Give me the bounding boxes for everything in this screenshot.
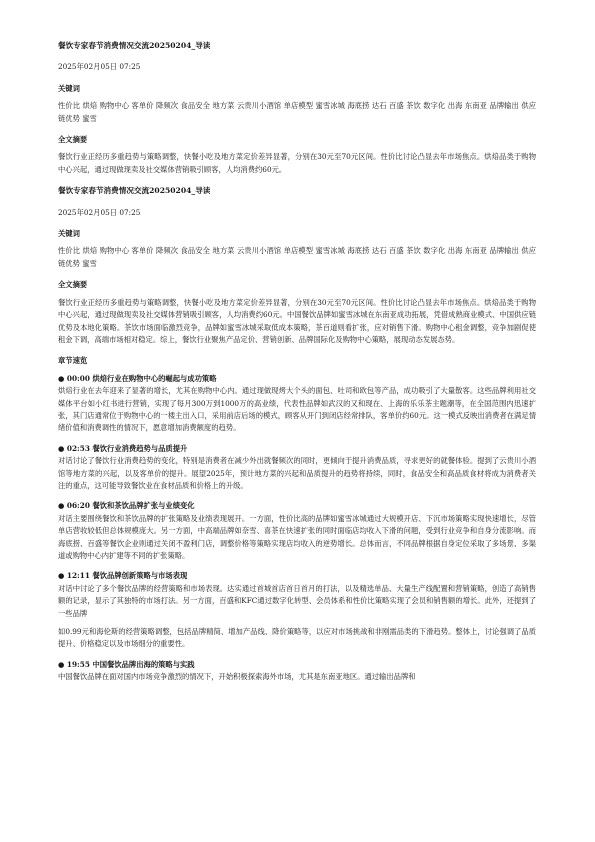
document-title: 餐饮专家春节消费情况交流20250204_导读 — [58, 41, 211, 50]
chapter-body: 中国餐饮品牌在面对国内市场竞争激烈的情况下，开始积极探索海外市场，尤其是东南亚地区。通过输出品牌和 — [58, 672, 416, 682]
keywords-heading: 关键词 — [58, 83, 80, 93]
chapter-item-continued — [58, 626, 536, 651]
chapters-heading: 章节速览 — [58, 356, 88, 366]
document-page — [58, 40, 536, 692]
chapter-title: ● 06:20 餐饮和茶饮品牌扩张与业绩变化 — [58, 501, 195, 511]
chapter-item — [58, 500, 536, 562]
keywords-text: 性价比 烘焙 购物中心 客单价 降频次 食品安全 地方菜 云贵川小酒馆 单店模型 蜜雪冰城 海底捞 达石 百盛 茶饮 数字化 出海 东南亚 品牌输出 供应链优势 蜜雪 — [58, 101, 536, 123]
chapter-item — [58, 570, 536, 620]
chapter-body: 如0.99元和海伦斯的经营策略调整，包括品牌精简、增加产品线、降价策略等，以应对市场挑战和非刚需品类的下滑趋势。整体上，讨论强调了品质提升、价格稳定以及市场细分的重要性。 — [58, 627, 536, 649]
document-title-repeat: 餐饮专家春节消费情况交流20250204_导读 — [58, 186, 211, 196]
summary-heading: 全文摘要 — [58, 135, 88, 145]
chapter-body: 对话讨论了餐饮行业消费趋势的变化，特别是消费者在减少外出就餐频次的同时，更倾向于提升消费品质，寻求更好的就餐体验。提到了云贵川小酒馆等地方菜的兴起，以及客单价的提升。展望2025年，预计地方菜的兴起和品质提升的趋势将持续，同时，食品安全和高品质食材将成为消费者关注的重点，这可能导致餐饮业在食材品质和价格上的升级。 — [58, 456, 536, 490]
summary-text-repeat: 餐饮行业正经历多重趋势与策略调整，快餐小吃及地方菜定价差异显著，分别在30元至70元区间。性价比讨论凸显去年市场焦点。烘焙品类于购物中心兴起，通过现做现卖及社交媒体营销吸引顾客，人均消费约60元。中国餐饮品牌如蜜雪冰城在东南亚成功拓展，凭借成熟商业模式、中国供应链优势及本地化策略。茶饮市场面临激烈竞争，品牌如蜜雪冰城采取低成本策略，茶百道则看扩张，应对销售下滑。购物中心租金调整，竞争加剧促使租金下调，高端市场相对稳定。综上，餐饮行业聚焦产品定价、营销创新、品牌国际化及购物中心策略，展现动态发展态势。 — [58, 297, 536, 344]
chapter-title: ● 02:53 餐饮行业消费趋势与品质提升 — [58, 443, 188, 453]
document-date-repeat: 2025年02月05日 07:25 — [58, 207, 141, 217]
chapter-body: 对话主要围绕餐饮和茶饮品牌的扩张策略及业绩表现展开。一方面，性价比高的品牌如蜜雪冰城通过大规模开店、下沉市场策略实现快速增长，尽管单店营收较低但总体规模庞大。另一方面，中高端品牌如奈雪、喜茶在快速扩张的同时面临店均收入下滑的问题，受到行业竞争和自身分流影响。而海底捞、百盛等餐饮企业则通过关闭不盈利门店，调整价格等策略实现店均收入的逆势增长。总体而言，不同品牌根据自身定位采取了多场景、多渠道或购物中心内扩建等不同的扩张策略。 — [58, 513, 536, 560]
document-date: 2025年02月05日 07:25 — [58, 62, 141, 72]
chapter-body: 对话中讨论了多个餐饮品牌的经营策略和市场表现。达实通过首城首店首日首月的打法，以及精选单品、大量生产线配置和营销策略，创造了高销售额的记录，显示了其独特的市场打法。另一方面，百盛和KFC通过数字化转型、会员体系和性价比策略实现了会员和销售额的增长。此外，还提到了一些品牌 — [58, 583, 536, 618]
chapter-title: ● 19:55 中国餐饮品牌出海的策略与实践 — [58, 659, 195, 669]
chapter-title: ● 00:00 烘焙行业在购物中心的崛起与成功策略 — [58, 373, 217, 383]
chapter-item — [58, 443, 536, 493]
chapter-item — [58, 373, 536, 435]
chapter-body: 烘焙行业在去年迎来了显著的增长，尤其在购物中心内。通过现做现烤大个头的面包、吐司和欧包等产品，成功吸引了大量散客。这些品牌利用社交媒体平台如小红书进行营销，实现了每月300万到1000万的高业绩，代表性品牌如武汉的又和现在、上海的乐乐茶主题潮等，在全国范围内迅速扩张，其门店通常位于购物中心的一楼主出入口，采用前店后场的模式，顾客从开门到闭店经常排队，客单价约60元。这一模式反映出消费者在满足情绪价值和消费调性的情况下，愿意增加消费额度的趋势。 — [58, 386, 536, 433]
keywords-heading-repeat: 关键词 — [58, 229, 80, 239]
chapter-item — [58, 659, 536, 684]
summary-heading-repeat: 全文摘要 — [58, 280, 88, 290]
chapter-title: ● 12:11 餐饮品牌创新策略与市场表现 — [58, 571, 188, 581]
keywords-text-repeat: 性价比 烘焙 购物中心 客单价 降频次 食品安全 地方菜 云贵川小酒馆 单店模型 蜜雪冰城 海底捞 达石 百盛 茶饮 数字化 出海 东南亚 品牌输出 供应链优势 蜜雪 — [58, 246, 536, 268]
summary-text: 餐饮行业正经历多重趋势与策略调整，快餐小吃及地方菜定价差异显著，分别在30元至70元区间。性价比讨论凸显去年市场焦点。烘焙品类于购物中心兴起，通过现做现卖及社交媒体营销吸引顾客，人均消费约60元。 — [58, 152, 536, 174]
